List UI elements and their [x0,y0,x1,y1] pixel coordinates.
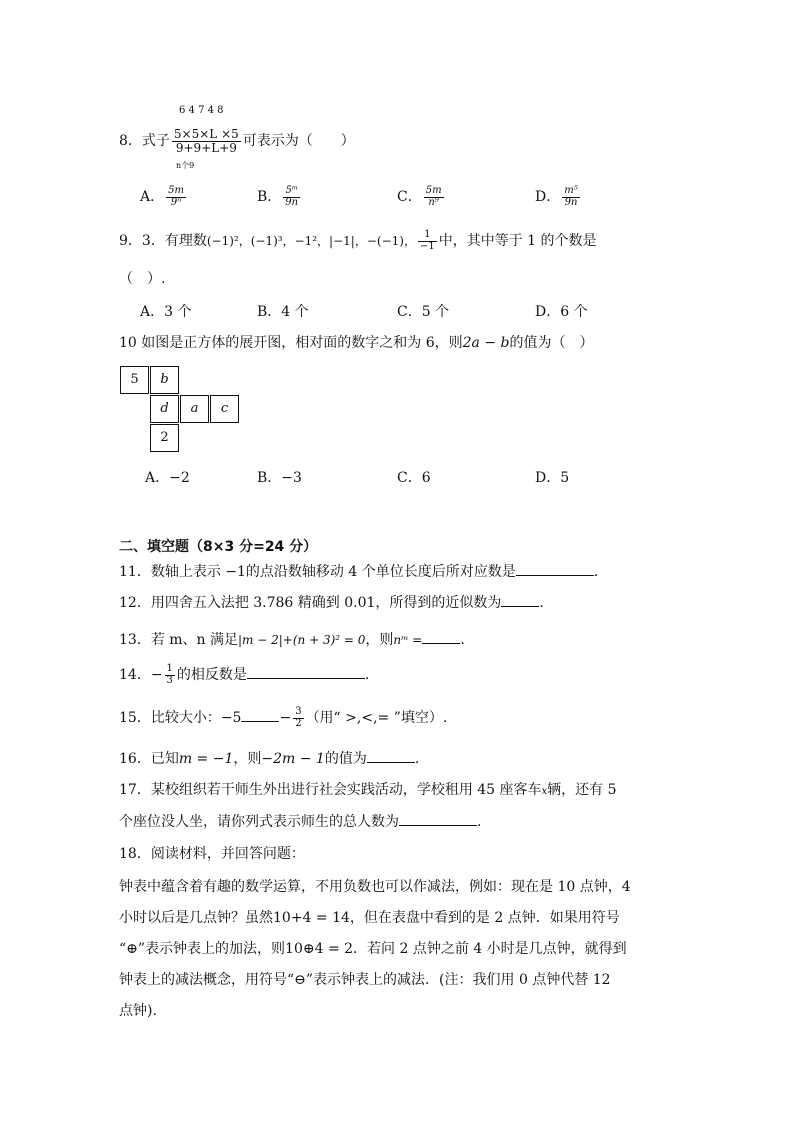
q13-expression: |m − 2|+(n + 3)² = 0 [238,633,366,647]
option-numerator: 5m [168,185,184,196]
question-9 [119,230,597,252]
q14-frac-num: 1 [166,663,173,674]
q8-numerator: 5×5×L ×5 [173,127,239,141]
option-denominator: n⁹ [428,196,439,208]
q11-end: . [593,564,599,580]
question-12 [119,592,544,612]
q15-frac-den: 2 [295,717,302,729]
question-13 [119,629,465,649]
q17-blank [399,813,477,826]
q18-paragraph-5: 点钟). [119,1003,157,1019]
net-cell-a: a [180,395,209,423]
option-numerator: 5m [425,185,442,196]
net-cell-d: d [150,395,179,423]
q8-option-a [140,186,188,208]
q9-suffix: 中，其中等于 1 的个数是 [438,233,597,249]
q16-expression-2: −2m − 1 [261,751,325,767]
q13-text: 13．若 m、n 满足 [119,632,239,648]
q11-blank [516,563,594,576]
q11-text: 11．数轴上表示 −1的点沿数轴移动 4 个单位长度后所对应数是 [119,564,516,580]
q16-text: 16．已知 [119,751,179,767]
question-11 [119,561,598,581]
q14-blank [247,666,365,679]
option-numerator: 5ᵐ [283,186,300,198]
q9-line2: （ ）. [119,271,166,287]
q17-line2: 个座位没人坐，请你列式表示师生的总人数为 [119,814,399,830]
q10-option-d: D．5 [535,470,570,486]
q15-text: 15．比较大小：−5 [119,710,242,726]
q9-terms: (−1)²，(−1)³，−1²，|−1|，−(−1)， [206,234,416,248]
q14-text: 的相反数是 [176,667,247,683]
q13-end: . [460,632,465,648]
question-8 [119,128,355,154]
q16-suffix: 的值为 [324,751,367,767]
q10-option-c: C．6 [397,470,431,486]
q18-paragraph-2: 小时以后是几点钟？虽然10+4 = 14，但在表盘中看到的是 2 点钟．如果用符号 [119,910,620,926]
q9-option-c: C．5 个 [397,304,450,320]
net-cell-b: b [150,366,179,394]
option-numerator: m⁵ [564,185,578,196]
q8-garbled-top: 6 4 7 4 8 [179,105,224,116]
q15-suffix: （用“ >,<,= ”填空）. [305,710,448,726]
net-cell-2: 2 [150,424,179,452]
q9-frac-den: −1 [419,240,435,252]
section-2-title: 二、填空题（8×3 分=24 分） [119,539,318,555]
q12-end: . [539,595,544,611]
q8-expression [172,128,241,154]
q9-option-d: D．6 个 [535,304,588,320]
q13-blank [422,631,460,644]
q9-frac-num: 1 [418,230,437,242]
q10-option-a: A．−2 [145,470,190,486]
q16-end: . [414,751,420,767]
option-denominator: 9n [564,196,578,208]
q13-mid: ，则 [365,632,394,648]
option-denominator: 9n [285,196,299,208]
question-17-line-2 [119,811,481,831]
q8-option-c [397,186,446,208]
option-denominator: 9ⁿ [170,196,182,208]
q18-paragraph-3: “⊕”表示钟表上的加法，则10⊕4 = 2．若问 2 点钟之前 4 小时是几点钟，就得到 [119,941,627,957]
q15-frac-num: 3 [295,706,302,717]
q10-option-b: B．−3 [257,470,302,486]
q15-blank [241,709,279,722]
option-letter: C． [397,189,422,205]
q17-end: . [477,814,482,830]
q8-option-d [535,186,582,208]
q10-text-a: 10 如图是正方体的展开图，相对面的数字之和为 6，则 [119,335,463,351]
question-14 [119,664,369,686]
question-10 [119,332,593,352]
net-cell-5: 5 [120,366,149,394]
question-17-line-1 [119,779,617,799]
q8-suffix: 可表示为（ ） [242,133,355,150]
q17-variable: x [541,786,548,797]
question-15 [119,707,447,729]
q12-text: 12．用四舍五入法把 3.786 精确到 0.01，所得到的近似数为 [119,595,502,611]
q12-blank [501,594,539,607]
q8-denominator: 9+9+L+9 [175,140,237,155]
q10-expression: 2a − b [462,335,510,351]
q8-prefix: 8．式子 [119,133,170,150]
q16-mid: ，则 [233,751,262,767]
q15-minus: − [279,710,292,726]
q17-line1b: 辆，还有 5 [547,782,617,798]
q13-power: nᵐ = [393,633,423,647]
q18-title: 18．阅读材料，并回答问题： [119,846,305,862]
q14-frac-den: 3 [166,674,173,686]
q17-line1: 17．某校组织若干师生外出进行社会实践活动，学校租用 45 座客车 [119,782,542,798]
q9-option-b: B．4 个 [257,304,309,320]
q9-prefix: 9．3．有理数 [119,233,207,249]
q10-text-b: 的值为（ ） [509,335,594,351]
q14-end: . [364,667,370,683]
option-letter: D． [535,189,561,205]
q8-garbled-sub: n个9 [176,161,195,170]
q16-blank [367,750,415,763]
q8-option-b [257,186,302,208]
q9-option-a: A．3 个 [140,304,192,320]
option-letter: A． [140,189,165,205]
option-letter: B． [257,189,282,205]
net-cell-c: c [210,395,239,423]
q14-prefix: 14．− [119,667,163,683]
question-16 [119,748,419,768]
q18-paragraph-4: 钟表上的减法概念，用符号“⊖”表示钟表上的减法．(注：我们用 0 点钟代替 12 [119,972,611,988]
q18-paragraph-1: 钟表中蕴含着有趣的数学运算，不用负数也可以作减法，例如：现在是 10 点钟，4 [119,879,631,895]
q16-expression-1: m = −1 [178,751,234,767]
